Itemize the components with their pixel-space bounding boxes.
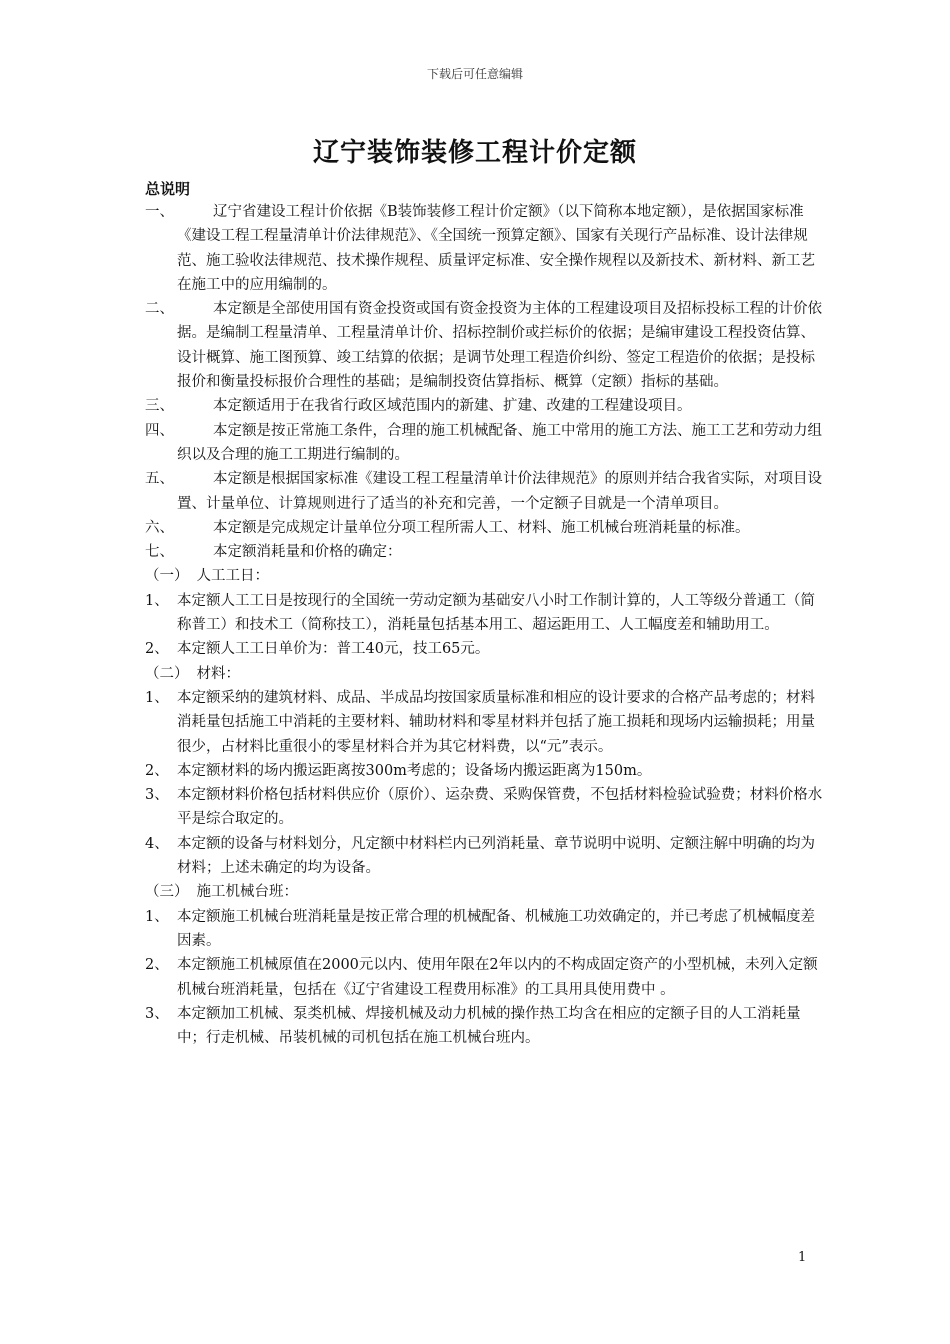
list-item <box>145 467 825 516</box>
list-item <box>145 832 825 881</box>
item-marker: 1、 <box>145 689 169 706</box>
subsection-text: 施工机械台班： <box>196 884 298 901</box>
document-body <box>145 200 825 1050</box>
item-marker: 六、 <box>145 519 174 536</box>
item-marker: 3、 <box>145 787 169 804</box>
item-text: 本定额的设备与材料划分，凡定额中材料栏内已列消耗量、章节说明中说明、定额注解中明确的均为材料；上述未确定的均为设备。 <box>177 835 815 877</box>
item-text: 本定额采纳的建筑材料、成品、半成品均按国家质量标准和相应的设计要求的合格产品考虑的；材料消耗量包括施工中消耗的主要材料、辅助材料和零星材料并包括了施工损耗和现场内运输损耗；用量很少，占材料比重很小的零星材料合并为其它材料费，以“元”表示。 <box>177 689 815 755</box>
item-text: 本定额人工工日是按现行的全国统一劳动定额为基础安八小时工作制计算的，人工等级分普通工（简称普工）和技术工（简称技工），消耗量包括基本用工、超运距用工、人工幅度差和辅助用工。 <box>177 592 815 634</box>
item-marker: 1、 <box>145 592 169 609</box>
subsection-heading <box>145 662 825 686</box>
item-marker: 2、 <box>145 957 169 974</box>
item-text: 本定额是完成规定计量单位分项工程所需人工、材料、施工机械台班消耗量的标准。 <box>213 519 750 536</box>
list-item <box>145 759 825 783</box>
subsection-marker: （二） <box>145 665 189 682</box>
item-marker: 4、 <box>145 835 169 852</box>
list-item <box>145 516 825 540</box>
item-text: 本定额材料价格包括材料供应价（原价）、运杂费、采购保管费，不包括材料检验试验费；材料价格水平是综合取定的。 <box>177 787 823 828</box>
page-header: 下载后可任意编辑 <box>426 67 523 81</box>
item-text: 本定额材料的场内搬运距离按300m考虑的；设备场内搬运距离为150m。 <box>177 762 652 779</box>
list-item <box>145 394 825 418</box>
item-text: 辽宁省建设工程计价依据《B装饰装修工程计价定额》（以下简称本地定额），是依据国家标准《建设工程工程量清单计价法律规范》、《全国统一预算定额》、国家有关现行产品标准、设计法律规范、施工验收法律规范、技术操作规程、质量评定标准、安全操作规程以及新技术、新材料、新工艺在施工中的应用编制的。 <box>177 204 815 293</box>
section-title: 总说明 <box>145 180 191 198</box>
item-text: 本定额是全部使用国有资金投资或国有资金投资为主体的工程建设项目及招标投标工程的计价依据。是编制工程量清单、工程量清单计价、招标控制价或拦标价的依据；是编审建设工程投资估算、设计概算、施工图预算、竣工结算的依据；是调节处理工程造价纠纷、签定工程造价的依据；是投标报价和衡量投标报价合理性的基础；是编制投资估算指标、概算（定额）指标的基础。 <box>177 301 822 391</box>
item-text: 本定额是按正常施工条件，合理的施工机械配备、施工中常用的施工方法、施工工艺和劳动力组织以及合理的施工工期进行编制的。 <box>177 422 822 463</box>
list-item <box>145 540 825 564</box>
list-item <box>145 297 825 394</box>
document-title: 辽宁装饰装修工程计价定额 <box>312 138 637 168</box>
item-text: 本定额是根据国家标准《建设工程工程量清单计价法律规范》的原则并结合我省实际，对项目设置、计量单位、计算规则进行了适当的补充和完善，一个定额子目就是一个清单项目。 <box>177 471 822 512</box>
item-marker: 三、 <box>145 398 174 415</box>
item-text: 本定额消耗量和价格的确定： <box>213 544 402 561</box>
item-marker: 四、 <box>145 422 174 439</box>
subsection-heading <box>145 880 825 904</box>
item-text: 本定额人工工日单价为：普工40元，技工65元。 <box>177 641 490 658</box>
subsection-marker: （三） <box>145 884 189 901</box>
item-text: 本定额施工机械原值在2000元以内、使用年限在2年以内的不构成固定资产的小型机械，未列入定额机械台班消耗量，包括在《辽宁省建设工程费用标准》的工具用具使用费中 。 <box>177 957 818 998</box>
item-marker: 1、 <box>145 908 169 925</box>
list-item <box>145 953 825 1002</box>
page-number: 1 <box>798 1250 807 1265</box>
item-marker: 五、 <box>145 471 174 488</box>
list-item <box>145 1002 825 1051</box>
item-marker: 二、 <box>145 301 174 318</box>
item-marker: 2、 <box>145 641 169 658</box>
list-item <box>145 419 825 468</box>
subsection-text: 材料： <box>196 665 240 682</box>
item-marker: 3、 <box>145 1005 169 1022</box>
item-text: 本定额适用于在我省行政区域范围内的新建、扩建、改建的工程建设项目。 <box>213 398 692 415</box>
item-marker: 2、 <box>145 762 169 779</box>
subsection-text: 人工工日： <box>196 568 269 585</box>
list-item <box>145 686 825 759</box>
list-item <box>145 905 825 954</box>
item-text: 本定额施工机械台班消耗量是按正常合理的机械配备、机械施工功效确定的，并已考虑了机械幅度差因素。 <box>177 908 815 949</box>
list-item <box>145 783 825 832</box>
list-item <box>145 589 825 638</box>
subsection-marker: （一） <box>145 568 189 585</box>
list-item <box>145 200 825 297</box>
list-item <box>145 637 825 661</box>
item-marker: 七、 <box>145 544 174 561</box>
item-text: 本定额加工机械、泵类机械、焊接机械及动力机械的操作热工均含在相应的定额子目的人工消耗量中；行走机械、吊装机械的司机包括在施工机械台班内。 <box>177 1005 801 1047</box>
subsection-heading <box>145 564 825 588</box>
item-marker: 一、 <box>145 204 174 220</box>
